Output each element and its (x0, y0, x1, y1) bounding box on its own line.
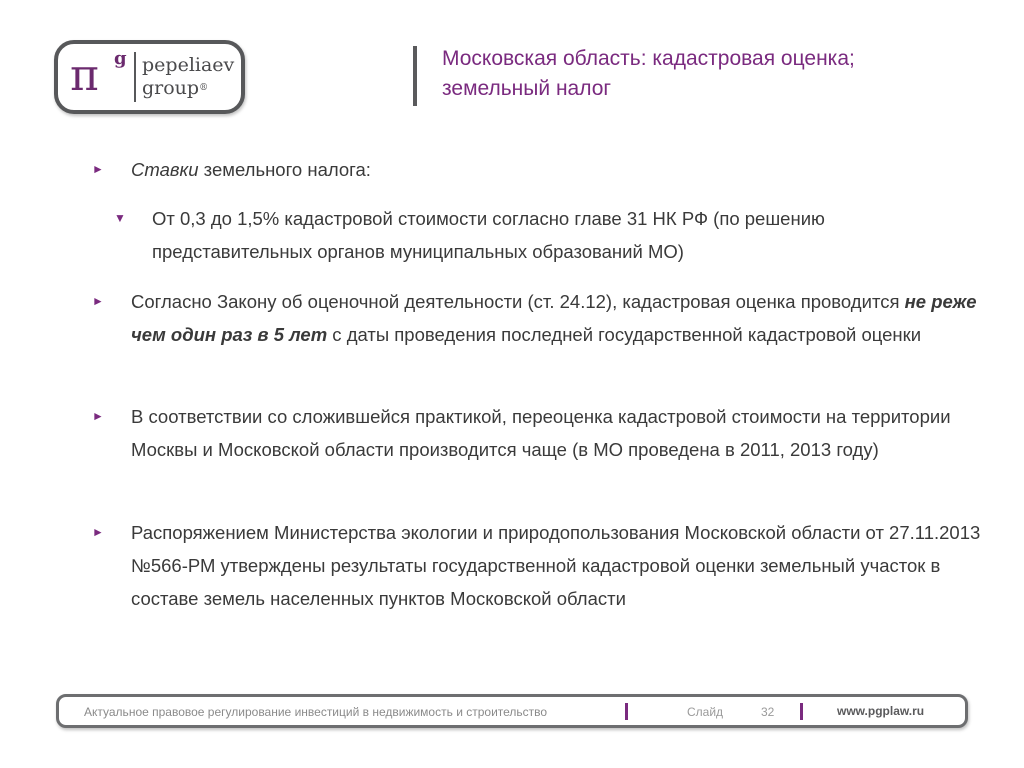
logo-pi-symbol: π (70, 50, 99, 101)
logo-divider (134, 52, 136, 102)
slide-title-line2: земельный налог (442, 77, 612, 100)
footer-caption: Актуальное правовое регулирование инвестиций в недвижимость и строительство (84, 705, 548, 719)
slide-title (442, 44, 982, 104)
sub-bullet-text: От 0,3 до 1,5% кадастровой стоимости согласно главе 31 НК РФ (по решению представительных органов муниципальных образований МО) (152, 208, 825, 262)
bullet-marker-icon: ► (92, 525, 104, 539)
bullet-item-ministry-order (92, 516, 981, 615)
logo-text-line1: pepeliaev (142, 54, 235, 76)
bullet-marker-icon: ► (92, 162, 104, 176)
logo-g-superscript: g (114, 48, 127, 69)
pepeliaev-group-logo (54, 40, 245, 114)
bullet-text: земельного налога: (198, 159, 371, 180)
logo-text-line2: group® (142, 77, 209, 99)
bullet-item-rates (92, 153, 981, 186)
bullet-item-valuation-law (92, 285, 981, 351)
footer-slide-number: 32 (761, 705, 775, 719)
bullet-emphasis: Ставки (131, 159, 199, 180)
bullet-text-after: с даты проведения последней государственной кадастровой оценки (327, 324, 922, 345)
sub-bullet-marker-icon: ▼ (114, 211, 126, 225)
bullet-text: Распоряжением Министерства экологии и природопользования Московской области от 27.11.2013 №566-РМ утверждены результаты государственной кадастровой оценки земельный участок в составе земель населенных пунктов Московской области (131, 522, 981, 609)
footer-separator (625, 703, 628, 720)
bullet-marker-icon: ► (92, 294, 104, 308)
footer-separator (800, 703, 803, 720)
slide-footer (56, 694, 968, 728)
slide-title-line1: Московская область: кадастровая оценка; (442, 47, 855, 70)
bullet-strong-emphasis: не реже чем один раз в 5 лет (131, 291, 977, 345)
bullet-text: В соответствии со сложившейся практикой, переоценка кадастровой стоимости на территории Москвы и Московской области производится чаще (в МО проведена в 2011, 2013 году) (131, 406, 951, 460)
footer-website-link[interactable]: www.pgplaw.ru (837, 704, 925, 718)
sub-bullet-item-rate-range (114, 202, 952, 268)
bullet-text-before: Согласно Закону об оценочной деятельности (ст. 24.12), кадастровая оценка проводится (131, 291, 905, 312)
title-accent-bar (413, 46, 417, 106)
bullet-item-practice (92, 400, 981, 466)
bullet-marker-icon: ► (92, 409, 104, 423)
footer-slide-label: Слайд (687, 705, 724, 719)
